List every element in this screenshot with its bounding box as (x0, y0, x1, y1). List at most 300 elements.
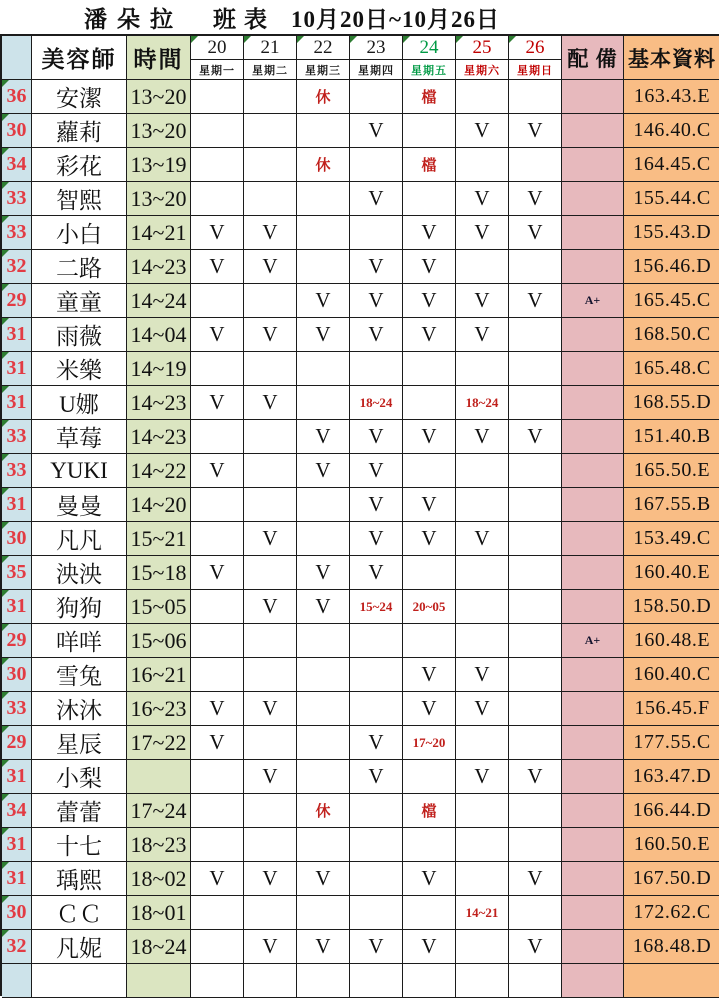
basic-info-cell: 168.48.D (624, 930, 719, 964)
day-header-26: 26 (509, 36, 562, 60)
schedule-cell-day26: V (509, 216, 562, 250)
schedule-cell-day23: V (350, 556, 403, 590)
empty-cell (350, 964, 403, 998)
work-hours: 18~24 (127, 930, 191, 964)
row-count: 34 (2, 148, 32, 182)
weekday-header-20: 星期一 (191, 60, 244, 80)
schedule-cell-day25 (456, 352, 509, 386)
schedule-cell-day21: V (244, 862, 297, 896)
equip-cell (562, 488, 624, 522)
schedule-cell-day23 (350, 80, 403, 114)
row-count: 29 (2, 726, 32, 760)
schedule-cell-day26 (509, 318, 562, 352)
work-hours: 14~23 (127, 250, 191, 284)
schedule-cell-day25 (456, 148, 509, 182)
schedule-cell-day25 (456, 828, 509, 862)
weekday-header-26: 星期日 (509, 60, 562, 80)
schedule-cell-day23 (350, 624, 403, 658)
schedule-cell-day26: V (509, 114, 562, 148)
beautician-name: 雨薇 (32, 318, 127, 352)
col-header-basic: 基本資料 (624, 36, 719, 80)
basic-info-cell: 168.50.C (624, 318, 719, 352)
schedule-cell-day24: V (403, 250, 456, 284)
schedule-cell-day21 (244, 80, 297, 114)
schedule-cell-day24: 檔 (403, 794, 456, 828)
schedule-cell-day21 (244, 488, 297, 522)
corner-cell (2, 36, 32, 80)
equip-cell (562, 862, 624, 896)
schedule-cell-day20 (191, 114, 244, 148)
schedule-cell-day20 (191, 760, 244, 794)
basic-info-cell: 160.50.E (624, 828, 719, 862)
work-hours: 13~19 (127, 148, 191, 182)
schedule-cell-day21: V (244, 250, 297, 284)
beautician-name: YUKI (32, 454, 127, 488)
schedule-cell-day25: V (456, 760, 509, 794)
schedule-cell-day24 (403, 352, 456, 386)
empty-cell (456, 964, 509, 998)
row-count: 31 (2, 386, 32, 420)
row-count: 31 (2, 352, 32, 386)
equip-cell (562, 658, 624, 692)
schedule-cell-day24: 20~05 (403, 590, 456, 624)
schedule-cell-day21: V (244, 760, 297, 794)
weekday-header-24: 星期五 (403, 60, 456, 80)
schedule-cell-day25 (456, 590, 509, 624)
schedule-cell-day25 (456, 726, 509, 760)
basic-info-cell: 151.40.B (624, 420, 719, 454)
schedule-cell-day23 (350, 658, 403, 692)
schedule-cell-day20 (191, 624, 244, 658)
equip-cell (562, 794, 624, 828)
basic-info-cell: 167.50.D (624, 862, 719, 896)
schedule-cell-day22 (297, 114, 350, 148)
beautician-name: 草莓 (32, 420, 127, 454)
schedule-cell-day20 (191, 420, 244, 454)
schedule-cell-day24: V (403, 862, 456, 896)
weekday-header-23: 星期四 (350, 60, 403, 80)
schedule-cell-day22 (297, 386, 350, 420)
schedule-cell-day23 (350, 692, 403, 726)
equip-cell (562, 148, 624, 182)
schedule-cell-day22 (297, 182, 350, 216)
empty-cell (2, 964, 32, 998)
schedule-cell-day22 (297, 250, 350, 284)
schedule-cell-day20 (191, 896, 244, 930)
basic-info-cell: 146.40.C (624, 114, 719, 148)
schedule-cell-day21 (244, 828, 297, 862)
row-count: 33 (2, 420, 32, 454)
schedule-cell-day22: V (297, 284, 350, 318)
schedule-cell-day26 (509, 590, 562, 624)
schedule-cell-day24: 檔 (403, 80, 456, 114)
row-count: 33 (2, 692, 32, 726)
work-hours: 14~19 (127, 352, 191, 386)
schedule-cell-day21 (244, 726, 297, 760)
work-hours: 16~23 (127, 692, 191, 726)
schedule-cell-day22: V (297, 318, 350, 352)
schedule-cell-day23 (350, 862, 403, 896)
beautician-name: U娜 (32, 386, 127, 420)
equip-cell (562, 352, 624, 386)
equip-cell: A+ (562, 284, 624, 318)
schedule-cell-day26 (509, 794, 562, 828)
basic-info-cell: 165.48.C (624, 352, 719, 386)
basic-info-cell: 156.46.D (624, 250, 719, 284)
schedule-cell-day21 (244, 658, 297, 692)
basic-info-cell: 167.55.B (624, 488, 719, 522)
schedule-cell-day24: V (403, 692, 456, 726)
schedule-cell-day25: V (456, 216, 509, 250)
schedule-cell-day23: V (350, 930, 403, 964)
schedule-cell-day24 (403, 760, 456, 794)
schedule-cell-day22 (297, 658, 350, 692)
schedule-cell-day20 (191, 522, 244, 556)
basic-info-cell: 160.40.E (624, 556, 719, 590)
equip-cell (562, 930, 624, 964)
schedule-cell-day23: V (350, 522, 403, 556)
row-count: 29 (2, 624, 32, 658)
schedule-cell-day23 (350, 352, 403, 386)
schedule-cell-day20: V (191, 726, 244, 760)
day-header-22: 22 (297, 36, 350, 60)
beautician-name: 瑀熙 (32, 862, 127, 896)
schedule-cell-day26 (509, 522, 562, 556)
beautician-name: 小白 (32, 216, 127, 250)
beautician-name: 沐沐 (32, 692, 127, 726)
work-hours: 14~23 (127, 386, 191, 420)
basic-info-cell: 163.43.E (624, 80, 719, 114)
empty-cell (624, 964, 719, 998)
row-count: 30 (2, 114, 32, 148)
equip-cell (562, 80, 624, 114)
schedule-cell-day22 (297, 488, 350, 522)
empty-cell (244, 964, 297, 998)
basic-info-cell: 158.50.D (624, 590, 719, 624)
beautician-name: 童童 (32, 284, 127, 318)
schedule-cell-day21 (244, 556, 297, 590)
schedule-cell-day20 (191, 828, 244, 862)
work-hours: 18~23 (127, 828, 191, 862)
schedule-cell-day24 (403, 556, 456, 590)
beautician-name: 安潔 (32, 80, 127, 114)
schedule-cell-day24: V (403, 284, 456, 318)
schedule-cell-day25 (456, 624, 509, 658)
schedule-cell-day22 (297, 896, 350, 930)
schedule-cell-day21: V (244, 930, 297, 964)
equip-cell (562, 590, 624, 624)
schedule-cell-day22 (297, 216, 350, 250)
schedule-cell-day26 (509, 454, 562, 488)
row-count: 32 (2, 250, 32, 284)
schedule-cell-day24 (403, 454, 456, 488)
schedule-cell-day20 (191, 80, 244, 114)
basic-info-cell: 163.47.D (624, 760, 719, 794)
schedule-cell-day23: V (350, 420, 403, 454)
schedule-cell-day20: V (191, 454, 244, 488)
schedule-cell-day20: V (191, 250, 244, 284)
schedule-cell-day24: V (403, 522, 456, 556)
schedule-cell-day26 (509, 556, 562, 590)
empty-cell (127, 964, 191, 998)
schedule-cell-day22 (297, 692, 350, 726)
beautician-name: 曼曼 (32, 488, 127, 522)
schedule-cell-day22: V (297, 420, 350, 454)
schedule-cell-day21: V (244, 216, 297, 250)
row-count: 33 (2, 454, 32, 488)
beautician-name: 蘿莉 (32, 114, 127, 148)
schedule-cell-day25: V (456, 692, 509, 726)
schedule-cell-day23: V (350, 454, 403, 488)
schedule-cell-day22 (297, 352, 350, 386)
schedule-cell-day26 (509, 488, 562, 522)
equip-cell (562, 216, 624, 250)
row-count: 33 (2, 182, 32, 216)
schedule-cell-day20: V (191, 692, 244, 726)
schedule-cell-day26: V (509, 182, 562, 216)
day-header-24: 24 (403, 36, 456, 60)
schedule-cell-day21 (244, 624, 297, 658)
col-header-staff: 美容師 (32, 36, 127, 80)
row-count: 31 (2, 590, 32, 624)
schedule-cell-day25 (456, 250, 509, 284)
basic-info-cell: 172.62.C (624, 896, 719, 930)
schedule-cell-day20: V (191, 386, 244, 420)
work-hours: 14~22 (127, 454, 191, 488)
schedule-cell-day24: 檔 (403, 148, 456, 182)
work-hours (127, 760, 191, 794)
beautician-name: 狗狗 (32, 590, 127, 624)
row-count: 31 (2, 862, 32, 896)
schedule-cell-day25: V (456, 284, 509, 318)
equip-cell: A+ (562, 624, 624, 658)
beautician-name: 泱泱 (32, 556, 127, 590)
schedule-cell-day21: V (244, 386, 297, 420)
work-hours: 15~18 (127, 556, 191, 590)
day-header-25: 25 (456, 36, 509, 60)
basic-info-cell: 177.55.C (624, 726, 719, 760)
schedule-cell-day26 (509, 352, 562, 386)
schedule-cell-day25: V (456, 318, 509, 352)
basic-info-cell: 164.45.C (624, 148, 719, 182)
schedule-cell-day24 (403, 386, 456, 420)
beautician-name: 智熙 (32, 182, 127, 216)
day-header-20: 20 (191, 36, 244, 60)
row-count: 34 (2, 794, 32, 828)
schedule-cell-day26: V (509, 760, 562, 794)
work-hours: 14~24 (127, 284, 191, 318)
day-header-21: 21 (244, 36, 297, 60)
equip-cell (562, 114, 624, 148)
weekday-header-21: 星期二 (244, 60, 297, 80)
schedule-cell-day22: 休 (297, 794, 350, 828)
schedule-cell-day21: V (244, 522, 297, 556)
row-count: 33 (2, 216, 32, 250)
weekday-header-22: 星期三 (297, 60, 350, 80)
schedule-cell-day25: V (456, 658, 509, 692)
schedule-cell-day25 (456, 80, 509, 114)
schedule-cell-day20 (191, 488, 244, 522)
basic-info-cell: 160.40.C (624, 658, 719, 692)
row-count: 32 (2, 930, 32, 964)
beautician-name: 十七 (32, 828, 127, 862)
schedule-cell-day20: V (191, 862, 244, 896)
schedule-cell-day23: V (350, 726, 403, 760)
schedule-cell-day26 (509, 828, 562, 862)
work-hours: 17~22 (127, 726, 191, 760)
schedule-cell-day23: 15~24 (350, 590, 403, 624)
schedule-cell-day26 (509, 726, 562, 760)
schedule-cell-day26 (509, 148, 562, 182)
schedule-cell-day26 (509, 658, 562, 692)
basic-info-cell: 155.44.C (624, 182, 719, 216)
schedule-cell-day24: V (403, 488, 456, 522)
row-count: 35 (2, 556, 32, 590)
schedule-cell-day22: 休 (297, 148, 350, 182)
work-hours: 13~20 (127, 182, 191, 216)
schedule-cell-day25 (456, 488, 509, 522)
beautician-name: 小梨 (32, 760, 127, 794)
beautician-name: 凡凡 (32, 522, 127, 556)
schedule-cell-day25 (456, 454, 509, 488)
schedule-cell-day24: V (403, 216, 456, 250)
page-title (0, 0, 719, 34)
empty-cell (403, 964, 456, 998)
schedule-cell-day24 (403, 624, 456, 658)
work-hours: 15~06 (127, 624, 191, 658)
schedule-cell-day20: V (191, 216, 244, 250)
empty-cell (509, 964, 562, 998)
equip-cell (562, 760, 624, 794)
schedule-cell-day26 (509, 80, 562, 114)
schedule-cell-day25: 14~21 (456, 896, 509, 930)
equip-cell (562, 828, 624, 862)
schedule-cell-day23: V (350, 114, 403, 148)
schedule-cell-day20 (191, 658, 244, 692)
basic-info-cell: 155.43.D (624, 216, 719, 250)
schedule-cell-day26 (509, 386, 562, 420)
work-hours: 15~21 (127, 522, 191, 556)
schedule-cell-day26 (509, 624, 562, 658)
empty-cell (32, 964, 127, 998)
work-hours: 18~01 (127, 896, 191, 930)
schedule-cell-day21 (244, 182, 297, 216)
date-range: 10月20日~10月26日 (291, 6, 500, 32)
equip-cell (562, 420, 624, 454)
empty-cell (297, 964, 350, 998)
schedule-cell-day22 (297, 760, 350, 794)
schedule-cell-day23: V (350, 488, 403, 522)
schedule-cell-day22 (297, 726, 350, 760)
schedule-cell-day26 (509, 250, 562, 284)
salon-name: 潘朵拉 (84, 6, 183, 32)
basic-info-cell: 153.49.C (624, 522, 719, 556)
schedule-cell-day20 (191, 930, 244, 964)
work-hours: 14~23 (127, 420, 191, 454)
row-count: 29 (2, 284, 32, 318)
schedule-cell-day25 (456, 862, 509, 896)
row-count: 30 (2, 522, 32, 556)
schedule-cell-day25: V (456, 114, 509, 148)
schedule-cell-day20: V (191, 556, 244, 590)
schedule-cell-day23: V (350, 182, 403, 216)
schedule-cell-day26: V (509, 420, 562, 454)
schedule-cell-day26 (509, 896, 562, 930)
schedule-cell-day21 (244, 896, 297, 930)
schedule-cell-day24: V (403, 930, 456, 964)
equip-cell (562, 454, 624, 488)
basic-info-cell: 156.45.F (624, 692, 719, 726)
schedule-cell-day24 (403, 896, 456, 930)
schedule-cell-day22 (297, 522, 350, 556)
day-header-23: 23 (350, 36, 403, 60)
basic-info-cell: 168.55.D (624, 386, 719, 420)
schedule-cell-day23: V (350, 318, 403, 352)
equip-cell (562, 556, 624, 590)
schedule-cell-day22: V (297, 556, 350, 590)
schedule-cell-day21 (244, 352, 297, 386)
schedule-cell-day22 (297, 624, 350, 658)
work-hours: 16~21 (127, 658, 191, 692)
schedule-cell-day23: V (350, 760, 403, 794)
beautician-name: 咩咩 (32, 624, 127, 658)
schedule-cell-day25: 18~24 (456, 386, 509, 420)
basic-info-cell: 165.50.E (624, 454, 719, 488)
schedule-cell-day23 (350, 216, 403, 250)
row-count: 30 (2, 896, 32, 930)
beautician-name: 米樂 (32, 352, 127, 386)
beautician-name: 彩花 (32, 148, 127, 182)
empty-cell (562, 964, 624, 998)
schedule-cell-day21: V (244, 692, 297, 726)
schedule-cell-day22: 休 (297, 80, 350, 114)
equip-cell (562, 896, 624, 930)
row-count: 31 (2, 488, 32, 522)
schedule-cell-day20 (191, 148, 244, 182)
schedule-cell-day20 (191, 590, 244, 624)
schedule-cell-day25: V (456, 420, 509, 454)
equip-cell (562, 726, 624, 760)
schedule-cell-day21 (244, 148, 297, 182)
work-hours: 13~20 (127, 80, 191, 114)
empty-cell (191, 964, 244, 998)
schedule-cell-day21 (244, 794, 297, 828)
equip-cell (562, 250, 624, 284)
schedule-cell-day23 (350, 148, 403, 182)
schedule-cell-day23 (350, 794, 403, 828)
schedule-cell-day21: V (244, 318, 297, 352)
schedule-cell-day26: V (509, 862, 562, 896)
schedule-cell-day23 (350, 828, 403, 862)
schedule-cell-day20 (191, 794, 244, 828)
schedule-cell-day25: V (456, 182, 509, 216)
work-hours: 14~20 (127, 488, 191, 522)
work-hours: 14~04 (127, 318, 191, 352)
schedule-cell-day21 (244, 454, 297, 488)
work-hours: 17~24 (127, 794, 191, 828)
schedule-cell-day24: V (403, 420, 456, 454)
schedule-label: 班表 (213, 6, 275, 32)
schedule-cell-day25 (456, 930, 509, 964)
schedule-cell-day22: V (297, 590, 350, 624)
schedule-cell-day22: V (297, 454, 350, 488)
beautician-name: 二路 (32, 250, 127, 284)
schedule-cell-day20: V (191, 318, 244, 352)
schedule-cell-day23 (350, 896, 403, 930)
schedule-table (0, 34, 719, 996)
schedule-cell-day22 (297, 828, 350, 862)
row-count: 31 (2, 828, 32, 862)
